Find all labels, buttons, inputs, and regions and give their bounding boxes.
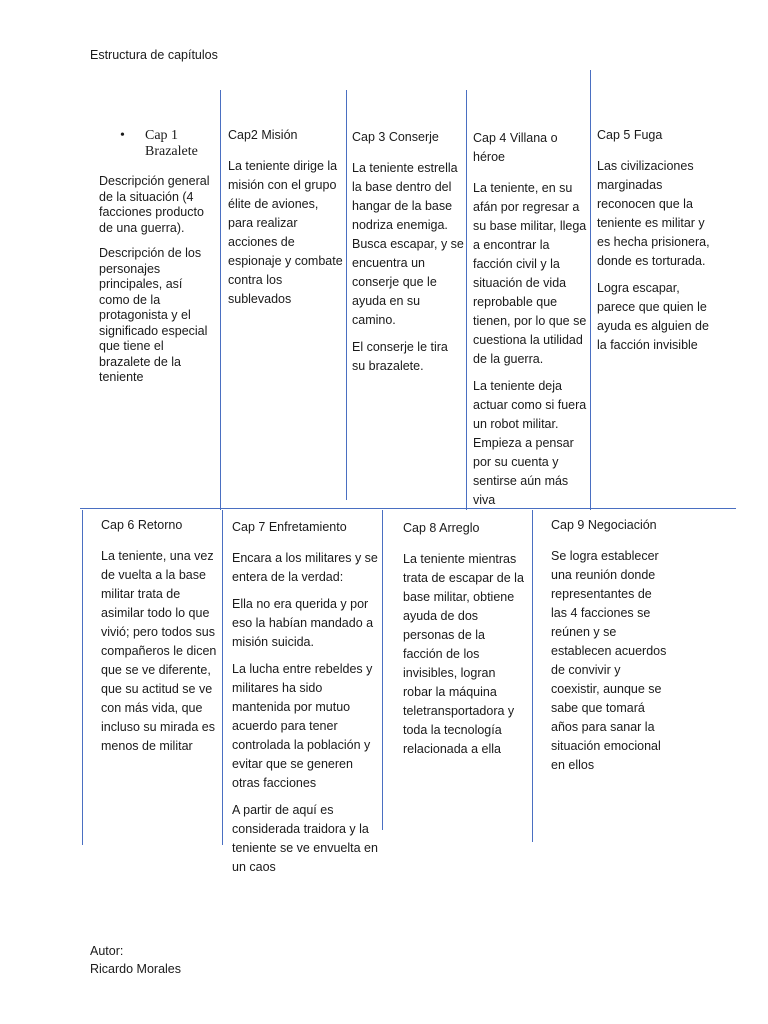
chapter-9 [551, 516, 671, 783]
chapter-2 [228, 126, 346, 317]
chapter-1-subtitle: Brazalete [145, 144, 198, 159]
chapter-8 [403, 519, 527, 767]
chapter-9-paragraph: Se logra establecer una reunión donde representantes de las 4 facciones se reúnen y se establecen acuerdos de convivir y coexistir, aunque se sabe que tomará años para sanar la situación emocional en ellos [551, 549, 667, 772]
chapter-9-title: Cap 9 Negociación [551, 518, 657, 532]
author-block [90, 942, 181, 978]
chapter-2-title: Cap2 Misión [228, 128, 298, 142]
chapter-2-paragraph: La teniente dirige la misión con el grupo élite de aviones, para realizar acciones de espionaje y combate contra los sublevados [228, 159, 343, 306]
chapter-5-title: Cap 5 Fuga [597, 128, 663, 142]
chapter-7-paragraph: A partir de aquí es considerada traidora y la teniente se ve envuelta en un caos [232, 803, 378, 874]
chapter-3-paragraph: El conserje le tira su brazalete. [352, 340, 448, 373]
document-title: Estructura de capítulos [90, 48, 218, 62]
chapter-6 [101, 516, 219, 764]
chapter-4-title: Cap 4 Villana o héroe [473, 131, 558, 164]
chapter-3-title: Cap 3 Conserje [352, 130, 439, 144]
chapter-8-title: Cap 8 Arreglo [403, 521, 480, 535]
column-divider [220, 90, 221, 510]
chapter-7-paragraph: Ella no era querida y por eso la habían mandado a misión suicida. [232, 597, 374, 649]
column-divider [346, 90, 347, 500]
chapter-4-paragraph: La teniente, en su afán por regresar a su base militar, llega a encontrar la facción civil y la situación de vida reprobable que tienen, por lo que se cuestiona la utilidad de la guerra. [473, 181, 587, 366]
chapter-7 [232, 518, 378, 885]
chapter-7-paragraph: La lucha entre rebeldes y militares ha sido mantenida por mutuo acuerdo para tener controlada la población y evitar que se generen otras facciones [232, 662, 373, 790]
column-divider [382, 510, 383, 830]
chapter-4-paragraph: La teniente deja actuar como si fuera un robot militar. Empieza a pensar por su cuenta y sentirse aún más viva [473, 379, 587, 507]
chapter-7-title: Cap 7 Enfretamiento [232, 520, 347, 534]
chapter-1-heading [99, 128, 213, 160]
author-name: Ricardo Morales [90, 962, 182, 976]
chapter-3-paragraph: La teniente estrella la base dentro del hangar de la base nodriza enemiga. Busca escapar, y se encuentra un conserje que le ayuda en su camino. [352, 161, 464, 327]
chapter-4 [473, 129, 589, 518]
column-divider [532, 510, 533, 842]
column-divider [222, 510, 223, 845]
chapter-6-title: Cap 6 Retorno [101, 518, 183, 532]
column-divider [466, 90, 467, 510]
bullet-icon: • [120, 128, 125, 143]
chapter-1-paragraph: Descripción general de la situación (4 facciones producto de una guerra). [99, 174, 210, 235]
chapter-5 [597, 126, 713, 363]
chapter-6-paragraph: La teniente, una vez de vuelta a la base militar trata de asimilar todo lo que vivió; pero todos sus compañeros le dicen que se ve diferente, que su actitud se ve con más vida, que incluso su mirada es menos de militar [101, 549, 217, 753]
column-divider [590, 70, 591, 510]
chapter-7-paragraph: Encara a los militares y se entera de la verdad: [232, 551, 378, 584]
author-label: Autor: [90, 944, 124, 958]
column-divider [82, 510, 83, 845]
row-divider [80, 508, 736, 509]
chapter-1-title: Cap 1 [145, 128, 179, 143]
chapter-5-paragraph: Logra escapar, parece que quien le ayuda es alguien de la facción invisible [597, 281, 709, 352]
chapter-8-paragraph: La teniente mientras trata de escapar de la base militar, obtiene ayuda de dos personas de la facción de los invisibles, logran robar la máquina teletransportadora y toda la tecnología relacionada a ella [403, 552, 524, 756]
chapter-5-paragraph: Las civilizaciones marginadas reconocen que la teniente es militar y es hecha prisionera, donde es torturada. [597, 159, 710, 268]
chapter-1 [99, 128, 213, 396]
chapter-3 [352, 128, 464, 384]
chapter-1-paragraph: Descripción de los personajes principales, así como de la protagonista y el significado especial que tiene el brazalete de la teniente [99, 246, 208, 384]
